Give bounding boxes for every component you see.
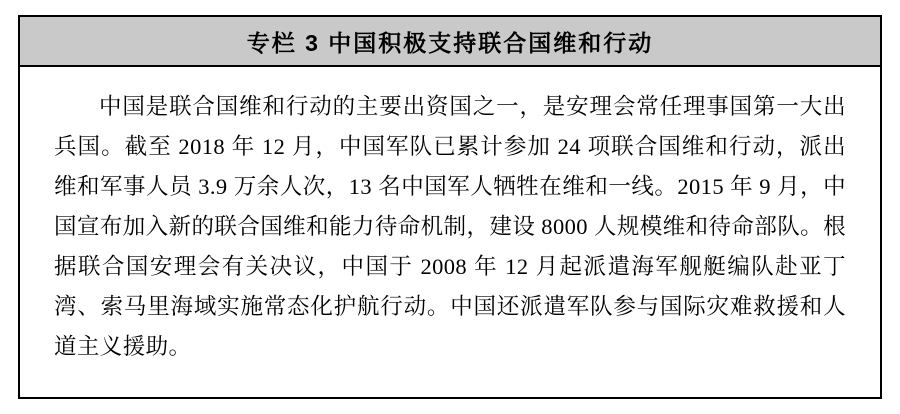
sidebar-box-panel (18, 15, 882, 399)
box-body-paragraph: 中国是联合国维和行动的主要出资国之一，是安理会常任理事国第一大出兵国。截至 2018 年 12 月，中国军队已累计参加 24 项联合国维和行动，派出维和军事人员 3.9 万余人次，13 名中国军人牺牲在维和一线。2015 年 9 月，中国宣布加入新的联合国维和能力待命机制，建设 8000 人规模维和待命部队。根据联合国安理会有关决议，中国于 2008 年 12 月起派遣海军舰艇编队赴亚丁湾、索马里海域实施常态化护航行动。中国还派遣军队参与国际灾难救援和人道主义援助。 (54, 94, 846, 359)
box-header (20, 17, 880, 67)
box-title: 专栏 3 中国积极支持联合国维和行动 (246, 29, 654, 56)
box-body (20, 67, 880, 377)
